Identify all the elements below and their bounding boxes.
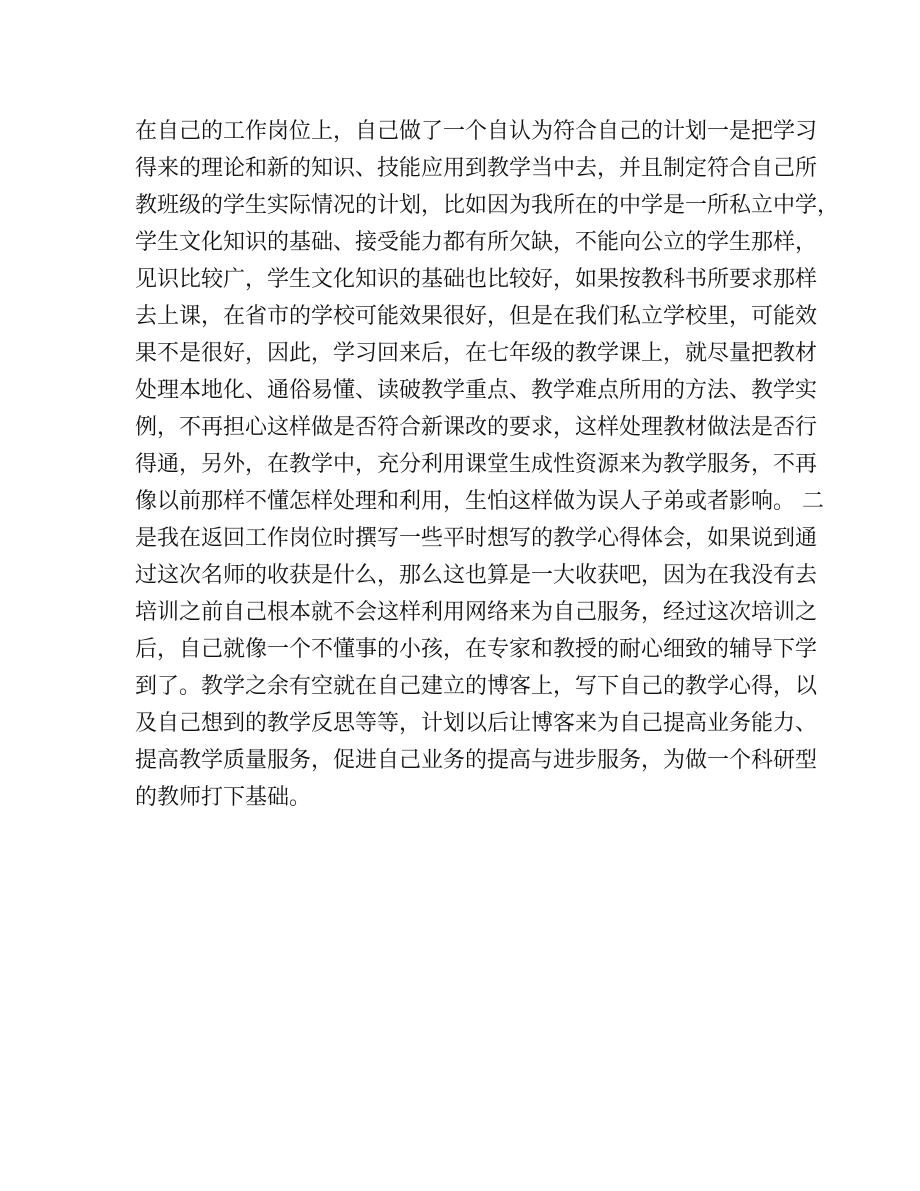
- text-line: 处理本地化、通俗易懂、读破教学重点、教学难点所用的方法、教学实: [135, 378, 818, 403]
- text-line: 像以前那样不懂怎样处理和利用，生怕这样做为误人子弟或者影响。 二: [135, 489, 824, 514]
- text-line: 及自己想到的教学反思等等，计划以后让博客来为自己提高业务能力、: [135, 711, 818, 736]
- text-line: 在自己的工作岗位上，自己做了一个自认为符合自己的计划一是把学习: [135, 119, 818, 144]
- text-line: 见识比较广，学生文化知识的基础也比较好，如果按教科书所要求那样: [135, 267, 818, 292]
- text-line: 例，不再担心这样做是否符合新课改的要求，这样处理教材做法是否行: [135, 415, 818, 440]
- text-line: 教班级的学生实际情况的计划，比如因为我所在的中学是一所私立中学，: [135, 193, 840, 218]
- text-line: 到了。教学之余有空就在自己建立的博客上，写下自己的教学心得，以: [135, 674, 818, 699]
- text-line: 过这次名师的收获是什么，那么这也算是一大收获吧，因为在我没有去: [135, 563, 818, 588]
- text-line: 学生文化知识的基础、接受能力都有所欠缺，不能向公立的学生那样，: [135, 230, 818, 255]
- text-line: 提高教学质量服务，促进自己业务的提高与进步服务，为做一个科研型: [135, 748, 818, 773]
- text-line: 去上课，在省市的学校可能效果很好，但是在我们私立学校里，可能效: [135, 304, 818, 329]
- text-line: 培训之前自己根本就不会这样利用网络来为自己服务，经过这次培训之: [135, 600, 818, 625]
- text-line: 是我在返回工作岗位时撰写一些平时想写的教学心得体会，如果说到通: [135, 526, 818, 551]
- text-line: 果不是很好，因此，学习回来后，在七年级的教学课上，就尽量把教材: [135, 341, 818, 366]
- text-line: 后，自己就像一个不懂事的小孩，在专家和教授的耐心细致的辅导下学: [135, 637, 818, 662]
- text-line: 得通，另外，在教学中，充分利用课堂生成性资源来为教学服务，不再: [135, 452, 818, 477]
- text-line: 得来的理论和新的知识、技能应用到教学当中去，并且制定符合自己所: [135, 156, 818, 181]
- body-paragraph: [135, 113, 840, 816]
- text-line: 的教师打下基础。: [135, 785, 312, 810]
